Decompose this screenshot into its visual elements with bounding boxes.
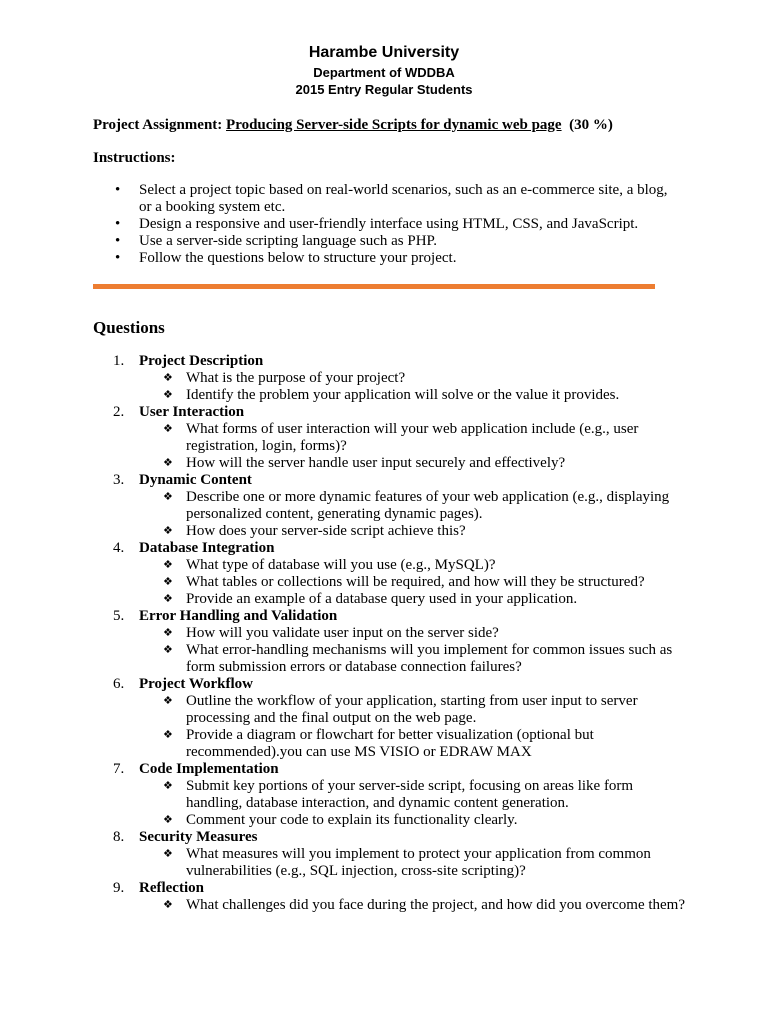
question-title: Security Measures <box>139 829 258 845</box>
entry-line: 2015 Entry Regular Students <box>295 82 473 97</box>
sub-question-list <box>93 625 693 676</box>
question-number: 2. <box>113 404 125 420</box>
sub-question-list <box>93 778 693 829</box>
question-number: 9. <box>113 880 125 896</box>
diamond-bullet-icon: ❖ <box>163 729 173 741</box>
sub-question-text: Comment your code to explain its functionality clearly. <box>186 812 518 828</box>
sub-question-text: Provide a diagram or flowchart for better visualization (optional but recommended).you can use MS VISIO or EDRAW MAX <box>186 727 594 760</box>
diamond-bullet-icon: ❖ <box>163 559 173 571</box>
sub-question-item <box>93 370 693 387</box>
diamond-bullet-icon: ❖ <box>163 457 173 469</box>
question-item <box>93 472 693 540</box>
question-number: 6. <box>113 676 125 692</box>
sub-question-text: What tables or collections will be required, and how will they be structured? <box>186 574 645 590</box>
question-item <box>93 353 693 404</box>
question-item <box>93 608 693 676</box>
instruction-text: Use a server-side scripting language such as PHP. <box>139 233 437 249</box>
project-assignment-line <box>93 116 613 134</box>
sub-question-text: What measures will you implement to protect your application from common vulnerabilities (e.g., SQL injection, cross-site scripting)? <box>186 846 651 879</box>
question-number: 8. <box>113 829 125 845</box>
diamond-bullet-icon: ❖ <box>163 627 173 639</box>
bullet-icon: • <box>115 233 121 249</box>
diamond-bullet-icon: ❖ <box>163 780 173 792</box>
diamond-bullet-icon: ❖ <box>163 644 173 656</box>
diamond-bullet-icon: ❖ <box>163 525 173 537</box>
diamond-bullet-icon: ❖ <box>163 491 173 503</box>
sub-question-list <box>93 557 693 608</box>
university-name: Harambe University <box>308 44 460 61</box>
diamond-bullet-icon: ❖ <box>163 576 173 588</box>
instruction-item <box>93 216 673 233</box>
sub-question-text: What error-handling mechanisms will you implement for common issues such as form submission errors or database connection failures? <box>186 642 673 675</box>
question-number: 3. <box>113 472 125 488</box>
question-item <box>93 676 693 761</box>
sub-question-item <box>93 523 693 540</box>
question-title: Reflection <box>139 880 204 896</box>
sub-question-text: What forms of user interaction will your web application include (e.g., user registration, login, forms)? <box>186 421 639 454</box>
question-title: User Interaction <box>139 404 245 420</box>
department-name: Department of WDDBA <box>313 65 455 80</box>
diamond-bullet-icon: ❖ <box>163 389 173 401</box>
question-item <box>93 404 693 472</box>
sub-question-text: Describe one or more dynamic features of your web application (e.g., displaying personalized content, generating dynamic pages). <box>186 489 670 522</box>
instruction-text: Select a project topic based on real-world scenarios, such as an e-commerce site, a blog, or a booking system etc. <box>139 182 668 215</box>
question-number: 1. <box>113 353 125 369</box>
sub-question-list <box>93 693 693 761</box>
sub-question-text: Provide an example of a database query used in your application. <box>186 591 578 607</box>
instruction-item <box>93 233 673 250</box>
question-number: 7. <box>113 761 125 777</box>
diamond-bullet-icon: ❖ <box>163 899 173 911</box>
sub-question-text: How will you validate user input on the server side? <box>186 625 499 641</box>
sub-question-text: How does your server-side script achieve this? <box>186 523 466 539</box>
assignment-label: Project Assignment: <box>93 117 223 133</box>
instruction-text: Design a responsive and user-friendly interface using HTML, CSS, and JavaScript. <box>139 216 639 232</box>
sub-question-item <box>93 591 693 608</box>
sub-question-text: What is the purpose of your project? <box>186 370 406 386</box>
instruction-text: Follow the questions below to structure your project. <box>139 250 457 266</box>
sub-question-item <box>93 387 693 404</box>
sub-question-text: Identify the problem your application will solve or the value it provides. <box>186 387 620 403</box>
question-title: Project Description <box>139 353 264 369</box>
sub-question-item <box>93 778 693 812</box>
question-title: Dynamic Content <box>139 472 252 488</box>
bullet-icon: • <box>115 182 121 198</box>
sub-question-text: Submit key portions of your server-side script, focusing on areas like form handling, database interaction, and dynamic content generation. <box>186 778 634 811</box>
assignment-weight: (30 %) <box>569 117 613 133</box>
diamond-bullet-icon: ❖ <box>163 695 173 707</box>
diamond-bullet-icon: ❖ <box>163 848 173 860</box>
question-number: 5. <box>113 608 125 624</box>
bullet-icon: • <box>115 216 121 232</box>
sub-question-text: How will the server handle user input securely and effectively? <box>186 455 566 471</box>
question-title: Code Implementation <box>139 761 279 777</box>
sub-question-item <box>93 455 693 472</box>
bullet-icon: • <box>115 250 121 266</box>
instruction-item <box>93 182 673 216</box>
diamond-bullet-icon: ❖ <box>163 372 173 384</box>
question-title: Error Handling and Validation <box>139 608 338 624</box>
sub-question-list <box>93 421 693 472</box>
sub-question-item <box>93 489 693 523</box>
sub-question-list <box>93 489 693 540</box>
sub-question-text: Outline the workflow of your application, starting from user input to server processing and the final output on the web page. <box>186 693 638 726</box>
sub-question-item <box>93 897 693 914</box>
sub-question-list <box>93 846 693 880</box>
sub-question-text: What type of database will you use (e.g., MySQL)? <box>186 557 496 573</box>
orange-divider <box>93 284 655 289</box>
diamond-bullet-icon: ❖ <box>163 593 173 605</box>
assignment-topic: Producing Server-side Scripts for dynamic web page <box>226 117 562 133</box>
sub-question-text: What challenges did you face during the project, and how did you overcome them? <box>186 897 685 913</box>
diamond-bullet-icon: ❖ <box>163 423 173 435</box>
sub-question-item <box>93 557 693 574</box>
question-item <box>93 829 693 880</box>
sub-question-item <box>93 727 693 761</box>
question-title: Project Workflow <box>139 676 254 692</box>
question-number: 4. <box>113 540 125 556</box>
sub-question-item <box>93 421 693 455</box>
sub-question-item <box>93 693 693 727</box>
question-item <box>93 540 693 608</box>
question-item <box>93 880 693 914</box>
diamond-bullet-icon: ❖ <box>163 814 173 826</box>
question-title: Database Integration <box>139 540 275 556</box>
sub-question-item <box>93 642 693 676</box>
sub-question-item <box>93 625 693 642</box>
question-item <box>93 761 693 829</box>
questions-heading: Questions <box>93 318 165 337</box>
sub-question-list <box>93 897 693 914</box>
questions-list <box>93 353 693 914</box>
instructions-list <box>93 182 673 267</box>
sub-question-list <box>93 370 693 404</box>
document-header <box>0 42 768 98</box>
instruction-item <box>93 250 673 267</box>
sub-question-item <box>93 846 693 880</box>
sub-question-item <box>93 812 693 829</box>
sub-question-item <box>93 574 693 591</box>
instructions-title: Instructions: <box>93 150 176 166</box>
